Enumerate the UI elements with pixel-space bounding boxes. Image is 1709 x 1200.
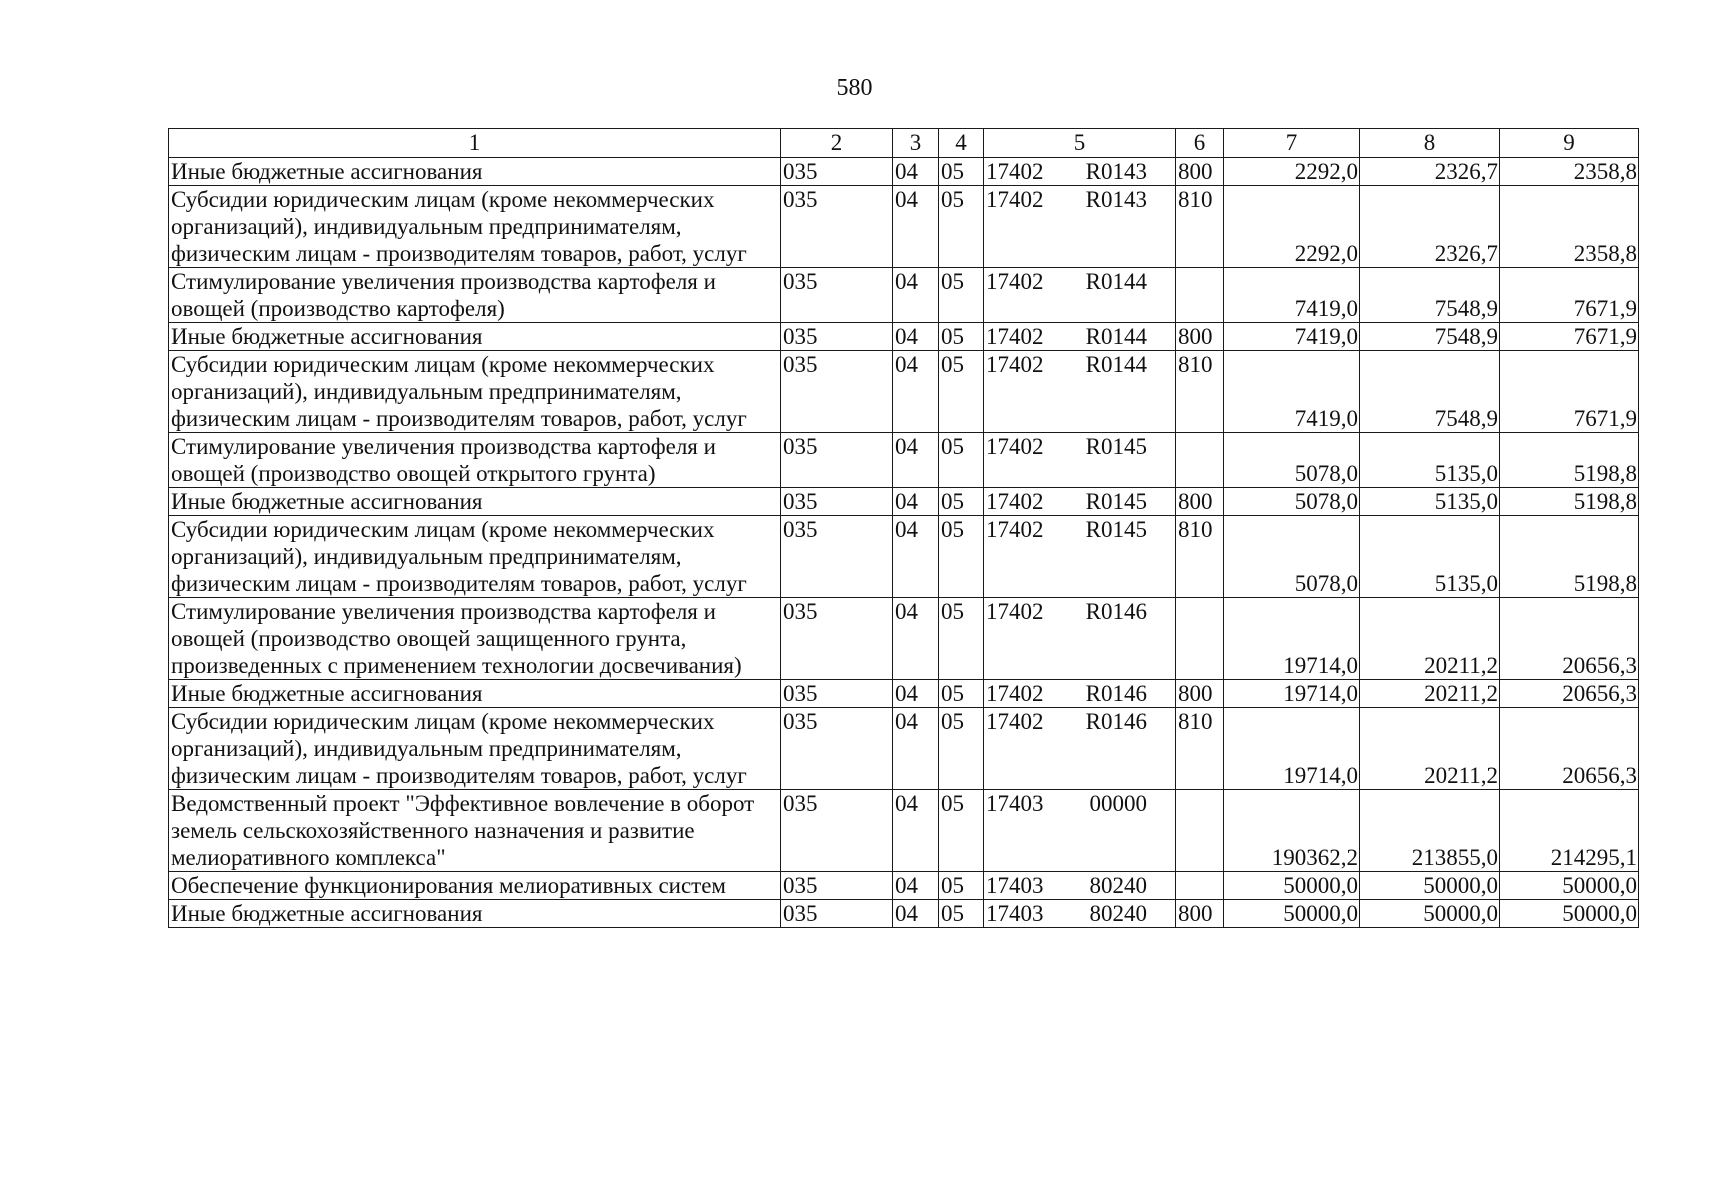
code-3-cell: 04: [893, 680, 939, 708]
code-5-program: 17402: [986, 709, 1044, 734]
code-4-cell: 05: [939, 186, 984, 268]
value-8-cell: 7548,9: [1360, 323, 1500, 351]
code-5-cell: [984, 268, 1176, 323]
value-7-cell: 5078,0: [1224, 488, 1360, 516]
value-7-cell: 7419,0: [1224, 323, 1360, 351]
header-cell-7: 7: [1224, 129, 1360, 158]
page-number: 580: [836, 75, 873, 101]
name-cell: Субсидии юридическим лицам (кроме некоммерческих организаций), индивидуальным предпринимателям, физическим лицам - производителям товаров, работ, услуг: [169, 516, 781, 598]
code-4-cell: 05: [939, 790, 984, 872]
code-5-program: 17402: [986, 352, 1044, 377]
code-4-cell: 05: [939, 872, 984, 900]
value-8-cell: 20211,2: [1360, 708, 1500, 790]
code-2-cell: 035: [781, 900, 893, 928]
code-5-direction: R0143: [1085, 159, 1147, 184]
table-row: [169, 516, 1639, 598]
name-cell: Стимулирование увеличения производства картофеля и овощей (производство овощей защищенного грунта, произведенных с применением технологии досвечивания): [169, 598, 781, 680]
table-row: [169, 186, 1639, 268]
header-cell-4: 4: [939, 129, 984, 158]
code-2-cell: 035: [781, 598, 893, 680]
code-5-program: 17402: [986, 681, 1044, 706]
code-6-cell: [1176, 790, 1224, 872]
code-5-program: 17402: [986, 324, 1044, 349]
header-cell-6: 6: [1176, 129, 1224, 158]
header-cell-8: 8: [1360, 129, 1500, 158]
name-cell: Ведомственный проект "Эффективное вовлечение в оборот земель сельскохозяйственного назначения и развитие мелиоративного комплекса": [169, 790, 781, 872]
value-7-cell: 7419,0: [1224, 268, 1360, 323]
code-5-program: 17402: [986, 517, 1044, 542]
table-row: [169, 872, 1639, 900]
code-6-cell: 810: [1176, 708, 1224, 790]
header-cell-9: 9: [1500, 129, 1639, 158]
code-4-cell: 05: [939, 680, 984, 708]
code-4-cell: 05: [939, 900, 984, 928]
code-3-cell: 04: [893, 598, 939, 680]
value-8-cell: 7548,9: [1360, 268, 1500, 323]
code-6-cell: 800: [1176, 158, 1224, 186]
code-4-cell: 05: [939, 433, 984, 488]
code-2-cell: 035: [781, 351, 893, 433]
name-cell: Иные бюджетные ассигнования: [169, 488, 781, 516]
value-9-cell: 50000,0: [1500, 872, 1639, 900]
code-5-program: 17403: [986, 873, 1044, 898]
code-6-cell: 800: [1176, 323, 1224, 351]
table-row: [169, 790, 1639, 872]
code-3-cell: 04: [893, 516, 939, 598]
name-cell: Обеспечение функционирования мелиоративных систем: [169, 872, 781, 900]
value-9-cell: 5198,8: [1500, 516, 1639, 598]
code-5-cell: [984, 186, 1176, 268]
table-row: [169, 323, 1639, 351]
table-row: [169, 680, 1639, 708]
table-body: [169, 129, 1639, 928]
header-cell-5: 5: [984, 129, 1176, 158]
code-4-cell: 05: [939, 323, 984, 351]
value-7-cell: 50000,0: [1224, 872, 1360, 900]
code-6-cell: 810: [1176, 351, 1224, 433]
value-9-cell: 20656,3: [1500, 680, 1639, 708]
value-9-cell: 2358,8: [1500, 186, 1639, 268]
code-5-program: 17403: [986, 901, 1044, 926]
code-5-cell: [984, 708, 1176, 790]
code-4-cell: 05: [939, 158, 984, 186]
value-8-cell: 2326,7: [1360, 158, 1500, 186]
code-6-cell: 800: [1176, 488, 1224, 516]
code-5-direction: R0146: [1085, 709, 1147, 734]
value-8-cell: 5135,0: [1360, 433, 1500, 488]
value-7-cell: 2292,0: [1224, 158, 1360, 186]
code-5-direction: R0143: [1085, 187, 1147, 212]
value-9-cell: 214295,1: [1500, 790, 1639, 872]
code-5-program: 17402: [986, 599, 1044, 624]
value-8-cell: 20211,2: [1360, 598, 1500, 680]
value-9-cell: 20656,3: [1500, 708, 1639, 790]
name-cell: Субсидии юридическим лицам (кроме некоммерческих организаций), индивидуальным предпринимателям, физическим лицам - производителям товаров, работ, услуг: [169, 351, 781, 433]
code-2-cell: 035: [781, 790, 893, 872]
value-9-cell: 20656,3: [1500, 598, 1639, 680]
code-6-cell: [1176, 872, 1224, 900]
value-9-cell: 7671,9: [1500, 268, 1639, 323]
value-9-cell: 7671,9: [1500, 323, 1639, 351]
code-3-cell: 04: [893, 433, 939, 488]
table-row: [169, 708, 1639, 790]
name-cell: Субсидии юридическим лицам (кроме некоммерческих организаций), индивидуальным предпринимателям, физическим лицам - производителям товаров, работ, услуг: [169, 708, 781, 790]
code-3-cell: 04: [893, 158, 939, 186]
code-5-cell: [984, 900, 1176, 928]
code-5-direction: R0144: [1085, 269, 1147, 294]
value-8-cell: 50000,0: [1360, 900, 1500, 928]
code-5-cell: [984, 433, 1176, 488]
code-3-cell: 04: [893, 900, 939, 928]
value-8-cell: 5135,0: [1360, 488, 1500, 516]
code-3-cell: 04: [893, 351, 939, 433]
value-8-cell: 7548,9: [1360, 351, 1500, 433]
code-2-cell: 035: [781, 708, 893, 790]
code-2-cell: 035: [781, 516, 893, 598]
code-2-cell: 035: [781, 268, 893, 323]
header-row: [169, 129, 1639, 158]
name-cell: Стимулирование увеличения производства картофеля и овощей (производство овощей открытого грунта): [169, 433, 781, 488]
table-row: [169, 158, 1639, 186]
code-4-cell: 05: [939, 351, 984, 433]
code-5-program: 17402: [986, 489, 1044, 514]
header-cell-3: 3: [893, 129, 939, 158]
code-2-cell: 035: [781, 680, 893, 708]
table-row: [169, 598, 1639, 680]
code-5-program: 17402: [986, 159, 1044, 184]
code-3-cell: 04: [893, 790, 939, 872]
code-6-cell: 810: [1176, 186, 1224, 268]
code-5-cell: [984, 351, 1176, 433]
code-6-cell: [1176, 598, 1224, 680]
code-5-cell: [984, 680, 1176, 708]
code-2-cell: 035: [781, 488, 893, 516]
code-3-cell: 04: [893, 323, 939, 351]
code-3-cell: 04: [893, 708, 939, 790]
value-9-cell: 5198,8: [1500, 488, 1639, 516]
value-7-cell: 19714,0: [1224, 680, 1360, 708]
code-5-direction: R0144: [1085, 352, 1147, 377]
value-7-cell: 5078,0: [1224, 433, 1360, 488]
code-5-program: 17402: [986, 269, 1044, 294]
code-4-cell: 05: [939, 516, 984, 598]
code-5-cell: [984, 158, 1176, 186]
value-7-cell: 19714,0: [1224, 598, 1360, 680]
code-6-cell: 800: [1176, 900, 1224, 928]
code-5-direction: R0146: [1085, 599, 1147, 624]
code-5-cell: [984, 872, 1176, 900]
code-5-cell: [984, 323, 1176, 351]
value-7-cell: 190362,2: [1224, 790, 1360, 872]
code-5-direction: R0144: [1085, 324, 1147, 349]
code-5-direction: R0145: [1085, 489, 1147, 514]
table-row: [169, 268, 1639, 323]
value-9-cell: 2358,8: [1500, 158, 1639, 186]
value-9-cell: 5198,8: [1500, 433, 1639, 488]
code-3-cell: 04: [893, 268, 939, 323]
value-8-cell: 50000,0: [1360, 872, 1500, 900]
name-cell: Иные бюджетные ассигнования: [169, 323, 781, 351]
code-2-cell: 035: [781, 323, 893, 351]
code-4-cell: 05: [939, 488, 984, 516]
value-8-cell: 5135,0: [1360, 516, 1500, 598]
code-5-cell: [984, 598, 1176, 680]
code-6-cell: 800: [1176, 680, 1224, 708]
code-5-cell: [984, 516, 1176, 598]
value-8-cell: 213855,0: [1360, 790, 1500, 872]
code-5-program: 17402: [986, 434, 1044, 459]
value-7-cell: 19714,0: [1224, 708, 1360, 790]
code-6-cell: 810: [1176, 516, 1224, 598]
code-6-cell: [1176, 433, 1224, 488]
header-cell-2: 2: [781, 129, 893, 158]
name-cell: Иные бюджетные ассигнования: [169, 680, 781, 708]
code-3-cell: 04: [893, 488, 939, 516]
code-5-direction: 00000: [1089, 791, 1147, 816]
code-2-cell: 035: [781, 158, 893, 186]
code-2-cell: 035: [781, 872, 893, 900]
value-8-cell: 2326,7: [1360, 186, 1500, 268]
name-cell: Субсидии юридическим лицам (кроме некоммерческих организаций), индивидуальным предпринимателям, физическим лицам - производителям товаров, работ, услуг: [169, 186, 781, 268]
code-5-cell: [984, 790, 1176, 872]
value-7-cell: 5078,0: [1224, 516, 1360, 598]
code-3-cell: 04: [893, 872, 939, 900]
code-5-program: 17402: [986, 187, 1044, 212]
name-cell: Иные бюджетные ассигнования: [169, 158, 781, 186]
code-5-cell: [984, 488, 1176, 516]
code-3-cell: 04: [893, 186, 939, 268]
value-7-cell: 7419,0: [1224, 351, 1360, 433]
code-5-program: 17403: [986, 791, 1044, 816]
value-7-cell: 50000,0: [1224, 900, 1360, 928]
value-9-cell: 7671,9: [1500, 351, 1639, 433]
value-9-cell: 50000,0: [1500, 900, 1639, 928]
header-cell-1: 1: [169, 129, 781, 158]
code-5-direction: 80240: [1089, 901, 1147, 926]
code-5-direction: R0145: [1085, 434, 1147, 459]
table-row: [169, 351, 1639, 433]
code-4-cell: 05: [939, 708, 984, 790]
budget-table: [168, 128, 1639, 928]
name-cell: Иные бюджетные ассигнования: [169, 900, 781, 928]
code-4-cell: 05: [939, 598, 984, 680]
code-5-direction: R0145: [1085, 517, 1147, 542]
value-7-cell: 2292,0: [1224, 186, 1360, 268]
code-6-cell: [1176, 268, 1224, 323]
value-8-cell: 20211,2: [1360, 680, 1500, 708]
code-5-direction: R0146: [1085, 681, 1147, 706]
name-cell: Стимулирование увеличения производства картофеля и овощей (производство картофеля): [169, 268, 781, 323]
code-2-cell: 035: [781, 433, 893, 488]
table-row: [169, 900, 1639, 928]
table-row: [169, 488, 1639, 516]
code-4-cell: 05: [939, 268, 984, 323]
table-row: [169, 433, 1639, 488]
code-5-direction: 80240: [1089, 873, 1147, 898]
code-2-cell: 035: [781, 186, 893, 268]
